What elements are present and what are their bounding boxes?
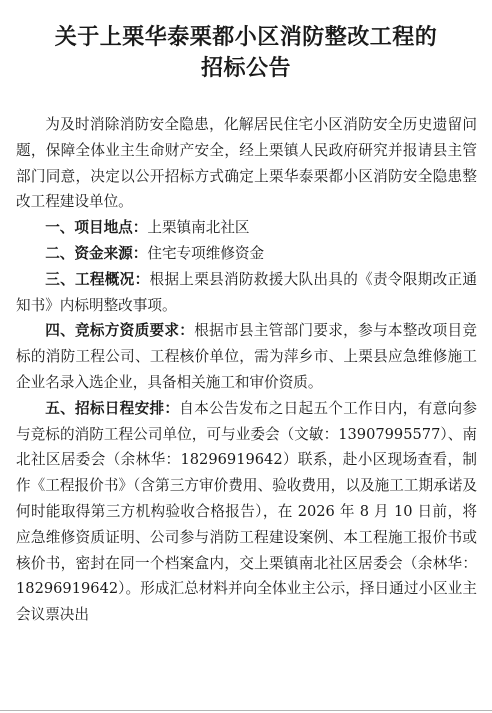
section-funding — [16, 241, 477, 267]
document-body — [16, 112, 477, 628]
section-schedule-label: 五、招标日程安排： — [45, 399, 180, 417]
section-qualification-text: 根据市县主管部门要求，参与本整改项目竞标的消防工程公司、工程核价单位，需为萍乡市、上栗县应急维修施工企业名录入选企业，具备相关施工和审价资质。 — [16, 322, 477, 391]
section-funding-label: 二、资金来源： — [45, 244, 148, 262]
title-line-1: 关于上栗华泰栗都小区消防整改工程的 — [54, 25, 438, 50]
section-overview-text: 根据上栗县消防救援大队出具的《责令限期改正通知书》内标明整改事项。 — [16, 270, 477, 314]
section-location-text: 上栗镇南北社区 — [147, 219, 250, 237]
section-schedule-text: 自本公告发布之日起五个工作日内，有意向参与竞标的消防工程公司单位，可与业委会（文敏：13907995577）、南北社区居委会（余林华：18296919642）联系，赴小区现场查看，制作《工程报价书》（含第三方审价费用、验收费用，以及施工工期承诺及何时能取得第三方机构验收合格报告），在 2026 年 8 月 10 日前，将应急维修资质证明、公司参与消防工程建设案例、本工程施工报价书或核价书，密封在同一个档案盒内，交上栗镇南北社区居委会（余林华：18296919642）。形成汇总材料并向全体业主公示，择日通过小区业主会议票决出 — [16, 399, 477, 624]
section-funding-text: 住宅专项维修资金 — [147, 244, 265, 262]
section-location-label: 一、项目地点： — [45, 219, 148, 237]
section-overview-label: 三、工程概况： — [45, 270, 150, 288]
section-qualification — [16, 318, 477, 395]
section-overview — [16, 267, 477, 319]
section-schedule — [16, 396, 477, 628]
section-qualification-label: 四、竞标方资质要求： — [45, 322, 195, 340]
title-line-2: 招标公告 — [200, 56, 291, 81]
document-title — [0, 0, 492, 84]
intro-paragraph: 为及时消除消防安全隐患，化解居民住宅小区消防安全历史遗留问题，保障全体业主生命财产安全，经上栗镇人民政府研究并报请县主管部门同意，决定以公开招标方式确定上栗华泰栗都小区消防安全隐患整改工程建设单位。 — [16, 116, 477, 211]
bottom-divider — [0, 710, 492, 711]
section-location — [16, 215, 477, 241]
